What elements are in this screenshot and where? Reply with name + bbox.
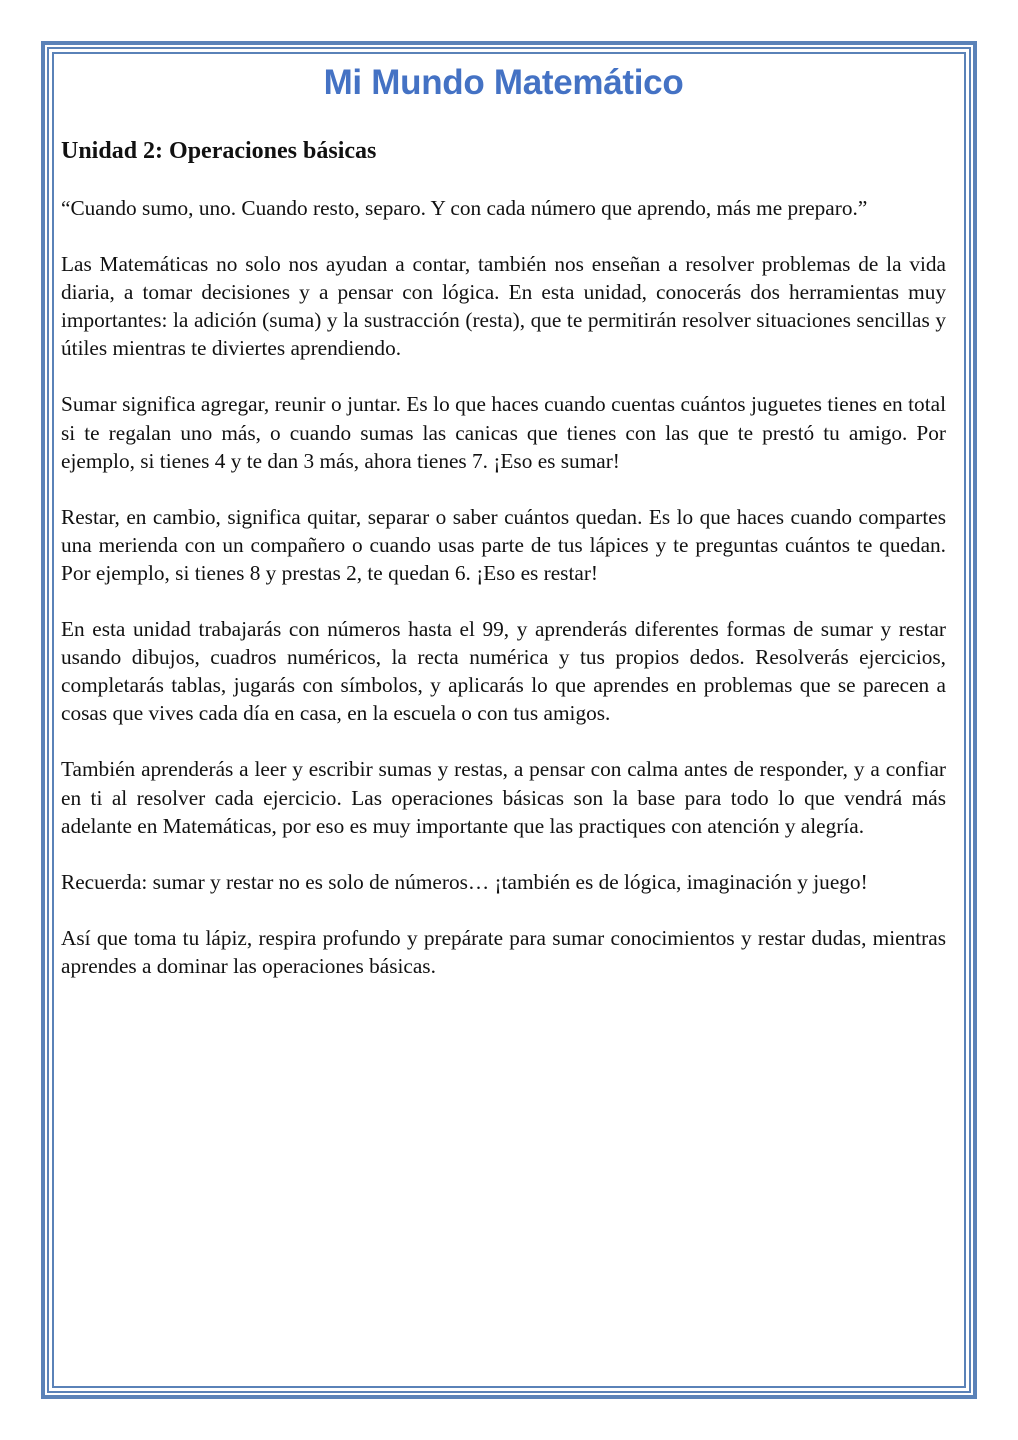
paragraph: Sumar significa agregar, reunir o juntar. Es lo que haces cuando cuentas cuántos juguetes tienes en total si te regalan uno más, o cuando sumas las canicas que tienes con las que te prestó tu amigo. Por ejemplo, si tienes 4 y te dan 3 más, ahora tienes 7. ¡Eso es sumar! bbox=[61, 392, 946, 473]
paragraph: Restar, en cambio, significa quitar, separar o saber cuántos quedan. Es lo que haces cuando compartes una merienda con un compañero o cuando usas parte de tus lápices y te preguntas cuántos te quedan. Por ejemplo, si tienes 8 y prestas 2, te quedan 6. ¡Eso es restar! bbox=[61, 504, 946, 585]
document-title: Mi Mundo Matemático bbox=[323, 63, 684, 102]
unit-heading: Unidad 2: Operaciones básicas bbox=[61, 138, 377, 164]
quote-paragraph: “Cuando sumo, uno. Cuando resto, separo. Y con cada número que aprendo, más me preparo.” bbox=[61, 196, 868, 220]
paragraph: Recuerda: sumar y restar no es solo de números… ¡también es de lógica, imaginación y juego! bbox=[61, 869, 868, 894]
paragraph: También aprenderás a leer y escribir sumas y restas, a pensar con calma antes de responder, y a confiar en ti al resolver cada ejercicio. Las operaciones básicas son la base para todo lo que vendrá más adelante en Matemáticas, por eso es muy importante que las practiques con atención y alegría. bbox=[61, 757, 946, 838]
paragraph: Así que toma tu lápiz, respira profundo y prepárate para sumar conocimientos y restar dudas, mientras aprendes a dominar las operaciones básicas. bbox=[61, 925, 946, 978]
document-body bbox=[61, 58, 946, 980]
paragraph: Las Matemáticas no solo nos ayudan a contar, también nos enseñan a resolver problemas de la vida diaria, a tomar decisiones y a pensar con lógica. En esta unidad, conocerás dos herramientas muy importantes: la adición (suma) y la sustracción (resta), que te permitirán resolver situaciones sencillas y útiles mientras te diviertes aprendiendo. bbox=[61, 252, 946, 361]
paragraph: En esta unidad trabajarás con números hasta el 99, y aprenderás diferentes formas de sumar y restar usando dibujos, cuadros numéricos, la recta numérica y tus propios dedos. Resolverás ejercicios, completarás tablas, jugarás con símbolos, y aplicarás lo que aprendes en problemas que se parecen a cosas que vives cada día en casa, en la escuela o con tus amigos. bbox=[61, 617, 946, 726]
